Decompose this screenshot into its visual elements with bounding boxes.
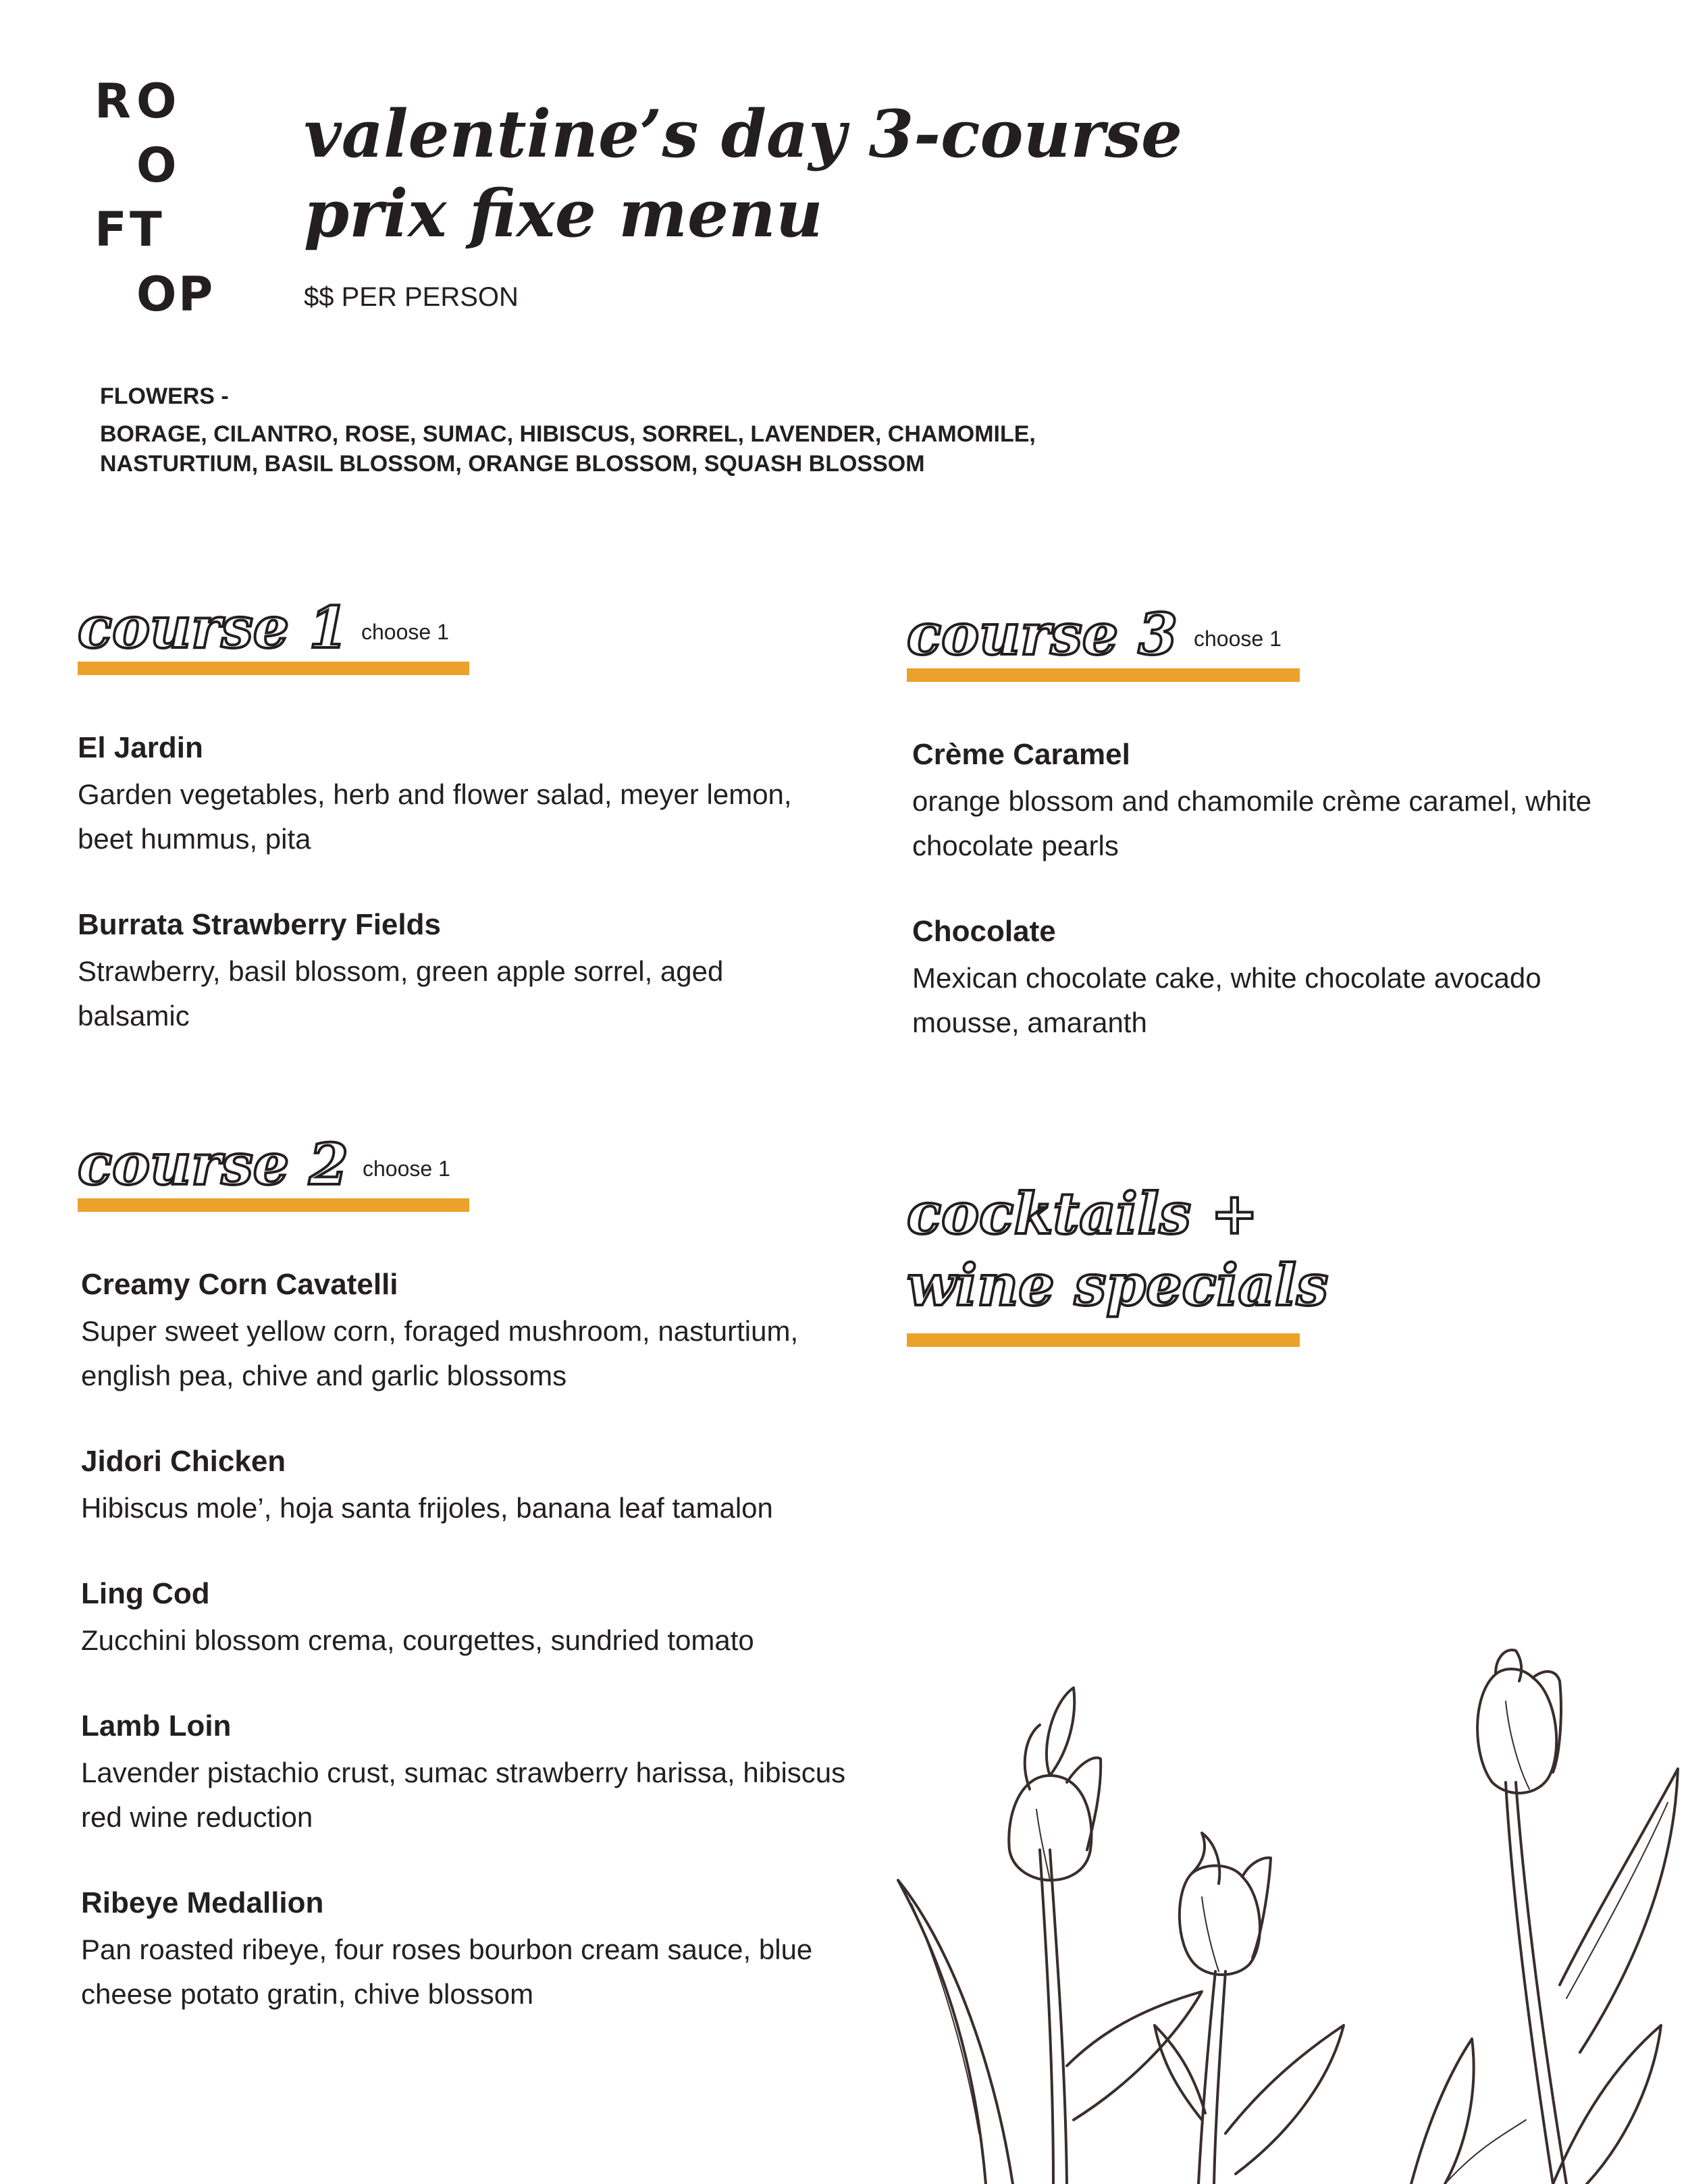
item-description <box>81 1618 754 1663</box>
title-line: valentine’s day 3-course <box>304 96 1183 172</box>
menu-item <box>81 1443 773 1530</box>
desc-line: beet hummus, pita <box>78 823 311 855</box>
specials-underline <box>907 1333 1300 1347</box>
desc-line: chocolate pearls <box>912 830 1119 861</box>
course-2-section <box>78 1131 874 2029</box>
desc-line: Hibiscus mole’, hoja santa frijoles, banana leaf tamalon <box>81 1492 773 1524</box>
course-1-underline <box>78 662 469 675</box>
item-name: Lamb Loin <box>81 1709 232 1742</box>
item-name: Creamy Corn Cavatelli <box>81 1268 398 1301</box>
rooftop-logo <box>95 71 230 327</box>
item-description <box>81 1927 812 2017</box>
course-1-choose: choose 1 <box>361 620 449 644</box>
course-3-title: course 3 <box>907 601 1178 668</box>
item-description <box>912 956 1541 1045</box>
menu-item <box>81 1884 812 2017</box>
desc-line: Lavender pistachio crust, sumac strawberry harissa, hibiscus <box>81 1757 846 1788</box>
course-3-header <box>907 601 1670 668</box>
item-description <box>81 1309 798 1398</box>
item-description <box>81 1751 845 1840</box>
desc-line: Garden vegetables, herb and flower salad, meyer lemon, <box>78 778 792 810</box>
course-1-title: course 1 <box>78 594 348 661</box>
item-description <box>81 1486 773 1530</box>
course-2-underline <box>78 1198 469 1212</box>
logo-letter: P <box>178 267 220 322</box>
specials-title-line: cocktails + <box>907 1180 1259 1247</box>
course-3-choose: choose 1 <box>1194 627 1282 651</box>
flowers-line: NASTURTIUM, BASIL BLOSSOM, ORANGE BLOSSOM, SQUASH BLOSSOM <box>100 451 925 477</box>
logo-letter: O <box>136 74 184 129</box>
item-name: Burrata Strawberry Fields <box>78 908 441 941</box>
item-name: Jidori Chicken <box>81 1445 286 1478</box>
item-description <box>78 772 792 861</box>
desc-line: Mexican chocolate cake, white chocolate avocado <box>912 962 1541 994</box>
flowers-list <box>100 381 1113 479</box>
desc-line: cheese potato gratin, chive blossom <box>81 1978 534 2010</box>
price-label: $$ PER PERSON <box>304 282 519 312</box>
desc-line: english pea, chive and garlic blossoms <box>81 1360 567 1391</box>
course-1-section <box>78 594 841 1032</box>
menu-item <box>81 1707 845 1840</box>
course-2-choose: choose 1 <box>363 1156 450 1181</box>
flowers-line: BORAGE, CILANTRO, ROSE, SUMAC, HIBISCUS, SORREL, LAVENDER, CHAMOMILE, <box>100 421 1036 447</box>
desc-line: red wine reduction <box>81 1801 313 1833</box>
desc-line: orange blossom and chamomile crème caramel, white <box>912 785 1592 817</box>
logo-letter: F <box>95 202 134 257</box>
item-name: Chocolate <box>912 915 1056 948</box>
item-name: Crème Caramel <box>912 738 1130 771</box>
desc-line: Zucchini blossom crema, courgettes, sundried tomato <box>81 1624 754 1656</box>
tulip-illustration-icon <box>885 1647 1688 2184</box>
specials-section <box>907 1178 1670 1354</box>
title-line: prix fixe menu <box>304 176 823 252</box>
item-name: Ribeye Medallion <box>81 1886 324 1919</box>
flowers-heading: FLOWERS - <box>100 383 229 409</box>
desc-line: Strawberry, basil blossom, green apple sorrel, aged balsamic <box>78 955 724 1032</box>
page-title <box>304 95 1182 254</box>
course-3-section <box>907 601 1670 1060</box>
menu-item <box>912 913 1541 1045</box>
course-2-title: course 2 <box>78 1131 348 1198</box>
logo-letter: O <box>136 138 184 193</box>
course-3-underline <box>907 668 1300 682</box>
course-1-header <box>78 594 841 662</box>
item-description <box>912 779 1591 868</box>
menu-item <box>78 906 841 1038</box>
item-name: Ling Cod <box>81 1577 210 1610</box>
desc-line: Pan roasted ribeye, four roses bourbon cream sauce, blue <box>81 1934 813 1965</box>
course-2-header <box>78 1131 874 1198</box>
menu-item <box>81 1266 798 1398</box>
logo-letter: T <box>130 202 169 257</box>
logo-letter: O <box>136 267 184 322</box>
item-description <box>78 949 841 1038</box>
desc-line: Super sweet yellow corn, foraged mushroom, nasturtium, <box>81 1315 799 1347</box>
item-name: El Jardin <box>78 731 203 764</box>
menu-item <box>912 736 1591 868</box>
logo-letter: R <box>95 74 138 129</box>
desc-line: mousse, amaranth <box>912 1007 1147 1038</box>
menu-item <box>78 729 792 861</box>
menu-item <box>81 1575 754 1663</box>
specials-title-line: wine specials <box>907 1252 1329 1319</box>
